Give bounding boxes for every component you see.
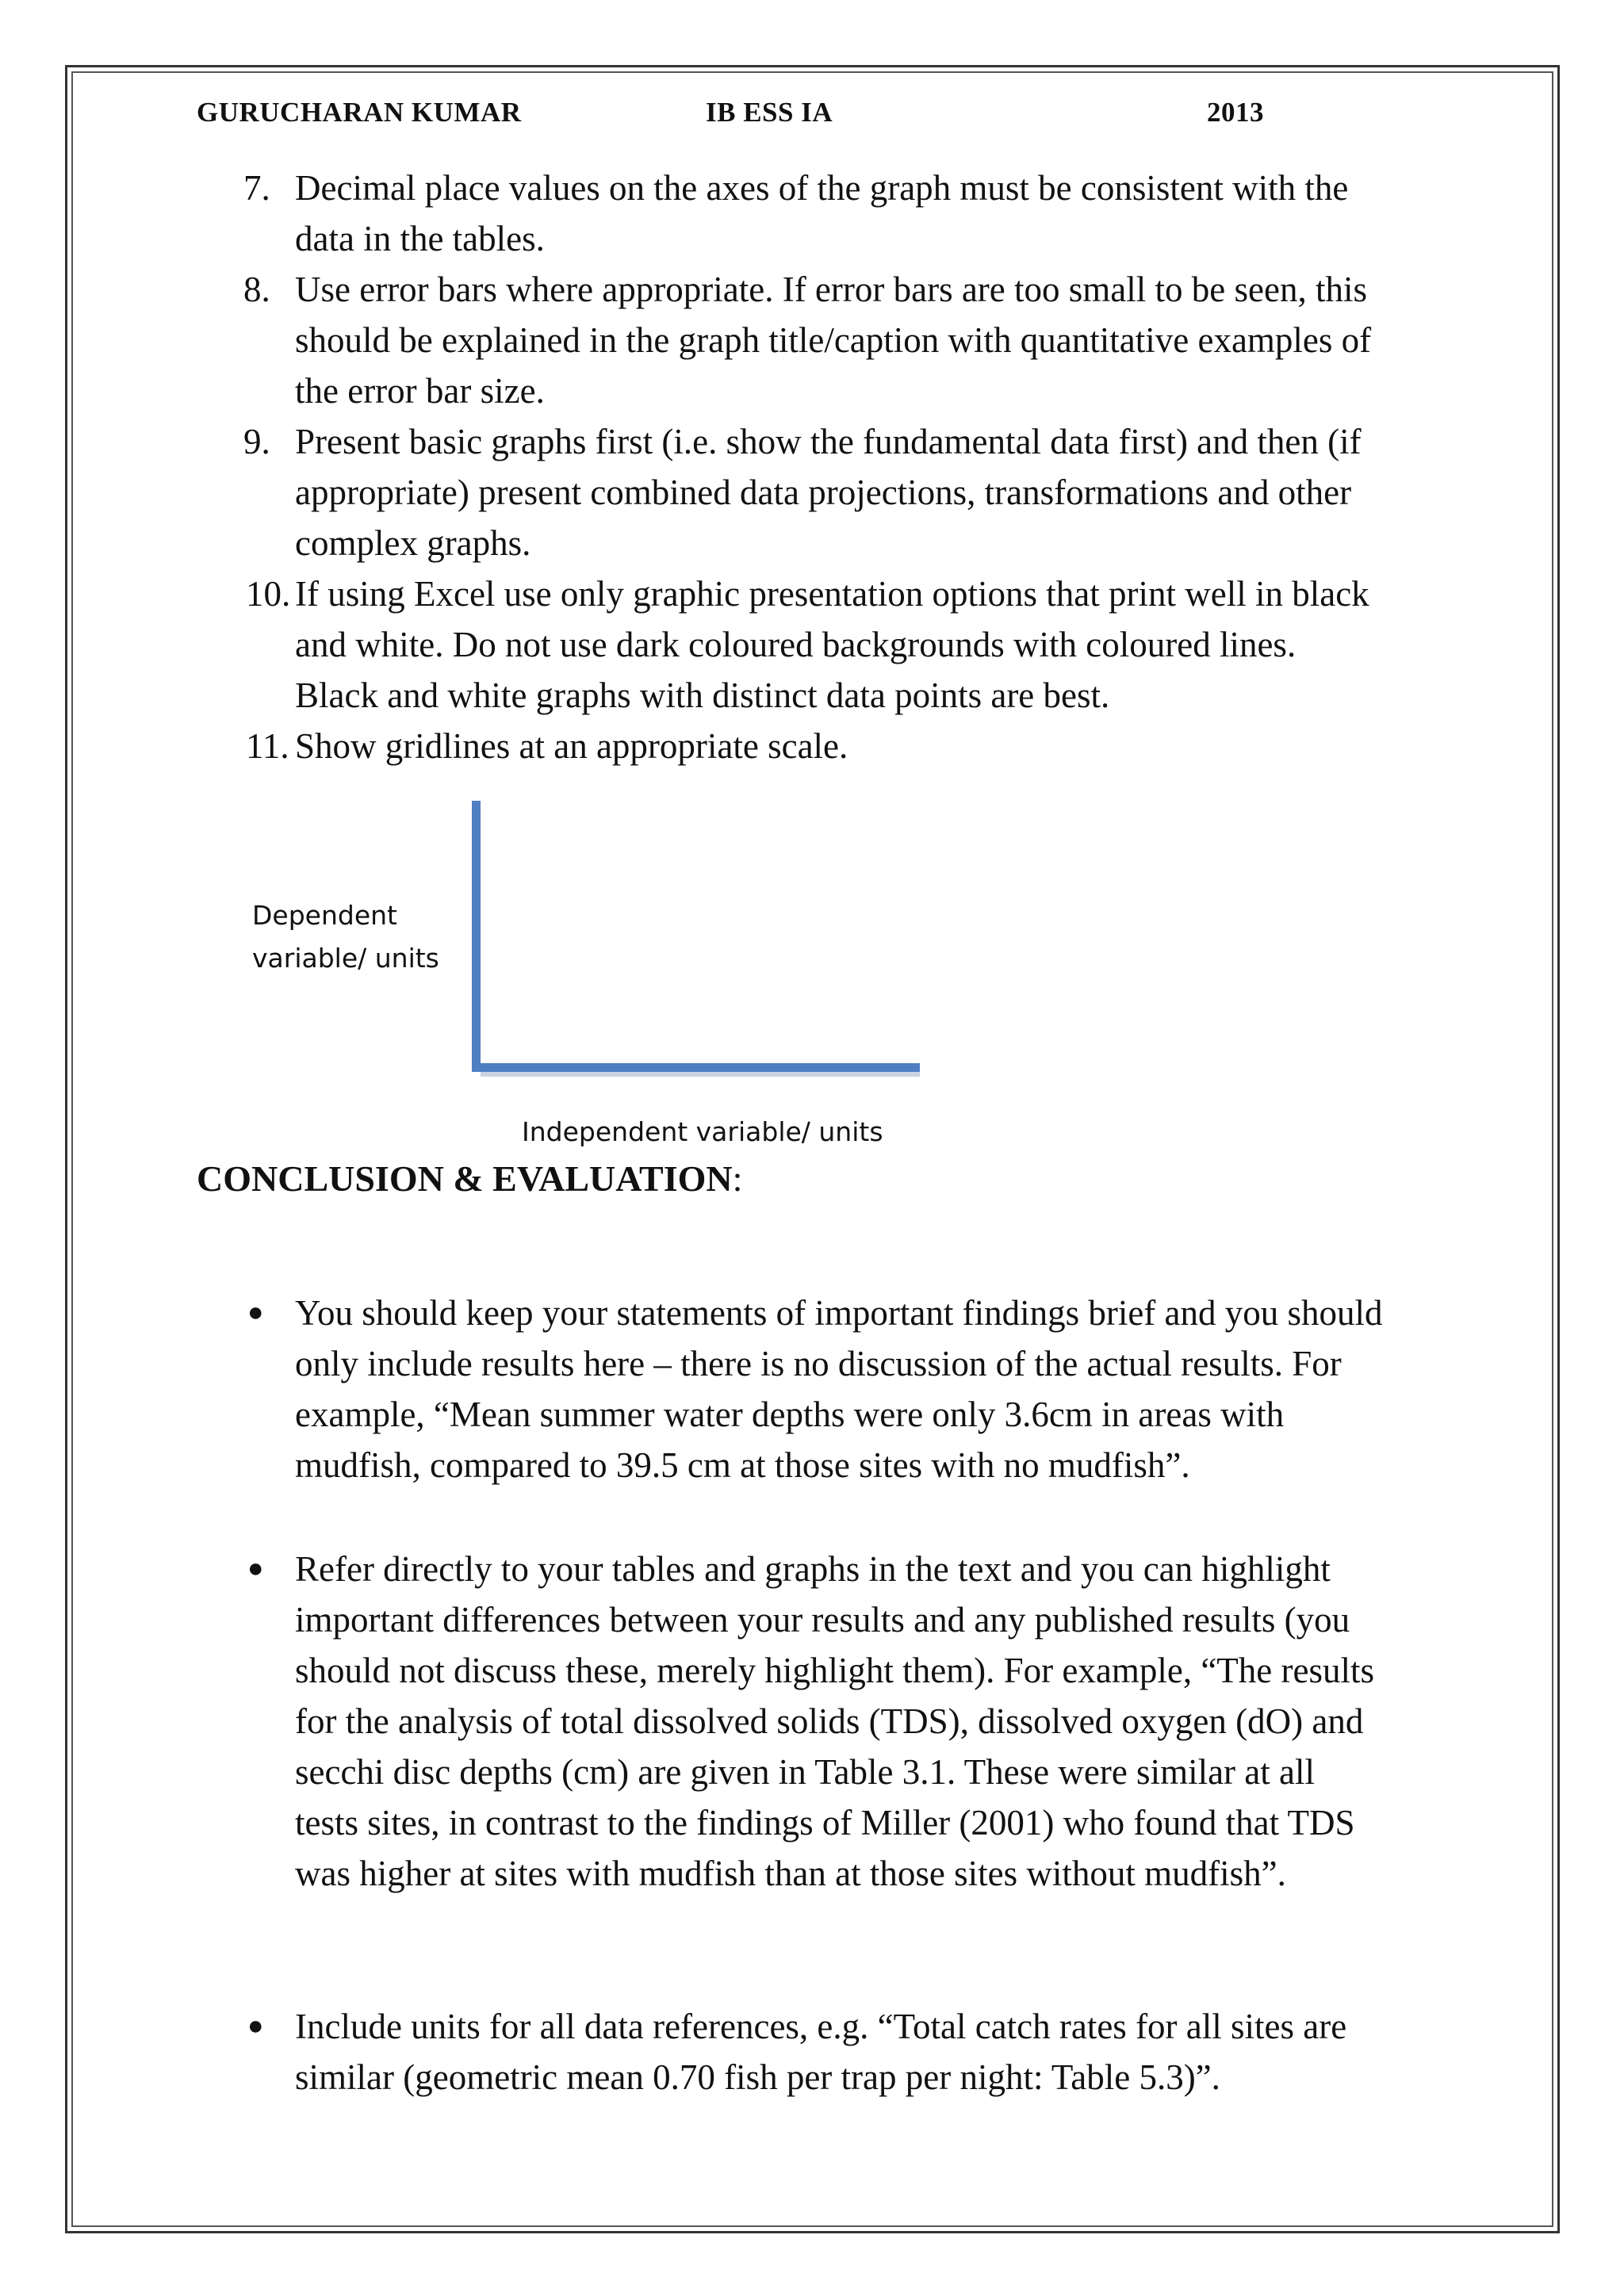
list-item-8 <box>243 264 1484 416</box>
list-line: and white. Do not use dark coloured backgrounds with coloured lines. <box>295 625 1297 664</box>
bullet-line: for the analysis of total dissolved solids (TDS), dissolved oxygen (dO) and <box>295 1701 1364 1741</box>
section-heading <box>197 1158 742 1200</box>
bullet-dot: ● <box>247 1554 264 1583</box>
list-line: complex graphs. <box>295 523 531 563</box>
list-line: Present basic graphs first (i.e. show the fundamental data first) and then (if <box>295 422 1362 461</box>
list-number: 8. <box>243 270 270 309</box>
diagram-x-axis <box>472 1063 920 1072</box>
bullet-line: example, “Mean summer water depths were only 3.6cm in areas with <box>295 1395 1285 1434</box>
bullet-line: should not discuss these, merely highlight them). For example, “The results <box>295 1651 1375 1690</box>
bullet-line: was higher at sites with mudfish than at those sites without mudfish”. <box>295 1854 1286 1893</box>
list-number: 11. <box>246 726 289 766</box>
list-line: If using Excel use only graphic presentation options that print well in black <box>295 574 1369 614</box>
list-number: 9. <box>243 422 270 461</box>
header-author: GURUCHARAN KUMAR <box>197 97 522 128</box>
bullet-line: secchi disc depths (cm) are given in Table 3.1. These were similar at all <box>295 1752 1315 1792</box>
section-title: CONCLUSION & EVALUATION <box>197 1158 733 1199</box>
bullet-line: similar (geometric mean 0.70 fish per trap per night: Table 5.3)”. <box>295 2057 1220 2097</box>
list-line: data in the tables. <box>295 219 545 258</box>
diagram-x-axis-label: Independent variable/ units <box>522 1116 883 1147</box>
bullet-line: Refer directly to your tables and graphs in the text and you can highlight <box>295 1549 1331 1589</box>
list-line: Use error bars where appropriate. If error bars are too small to be seen, this <box>295 270 1367 309</box>
list-number: 7. <box>243 168 270 208</box>
list-line: Show gridlines at an appropriate scale. <box>295 726 848 766</box>
bullet-item-2 <box>247 1544 1484 1899</box>
bullet-line: Include units for all data references, e.g. “Total catch rates for all sites are <box>295 2007 1347 2046</box>
list-line: should be explained in the graph title/caption with quantitative examples of <box>295 320 1372 360</box>
list-line: the error bar size. <box>295 371 545 411</box>
header-course: IB ESS IA <box>706 97 833 128</box>
y-label-line: variable/ units <box>252 943 439 974</box>
list-line: appropriate) present combined data projections, transformations and other <box>295 473 1352 512</box>
list-line: Decimal place values on the axes of the graph must be consistent with the <box>295 168 1349 208</box>
diagram-axis-shadow <box>481 1072 920 1077</box>
list-item-11 <box>246 721 1484 771</box>
bullet-dot: ● <box>247 2011 264 2041</box>
bullet-item-3 <box>247 2001 1484 2103</box>
bullet-dot: ● <box>247 1298 264 1327</box>
y-label-line: Dependent <box>252 900 397 931</box>
list-item-7 <box>243 163 1484 264</box>
bullet-line: important differences between your results and any published results (you <box>295 1600 1350 1640</box>
bullet-item-1 <box>247 1288 1484 1490</box>
bullet-line: mudfish, compared to 39.5 cm at those sites with no mudfish”. <box>295 1445 1190 1485</box>
list-line: Black and white graphs with distinct data points are best. <box>295 675 1110 715</box>
diagram-y-axis <box>472 801 481 1072</box>
bullet-line: tests sites, in contrast to the findings of Miller (2001) who found that TDS <box>295 1803 1355 1843</box>
header-year: 2013 <box>1207 97 1264 128</box>
bullet-line: You should keep your statements of important findings brief and you should <box>295 1293 1383 1333</box>
diagram-y-axis-label <box>252 894 439 980</box>
section-colon: : <box>732 1158 743 1199</box>
list-item-9 <box>243 416 1484 568</box>
list-number: 10. <box>246 574 291 614</box>
list-item-10 <box>246 568 1484 721</box>
bullet-line: only include results here – there is no discussion of the actual results. For <box>295 1344 1342 1383</box>
